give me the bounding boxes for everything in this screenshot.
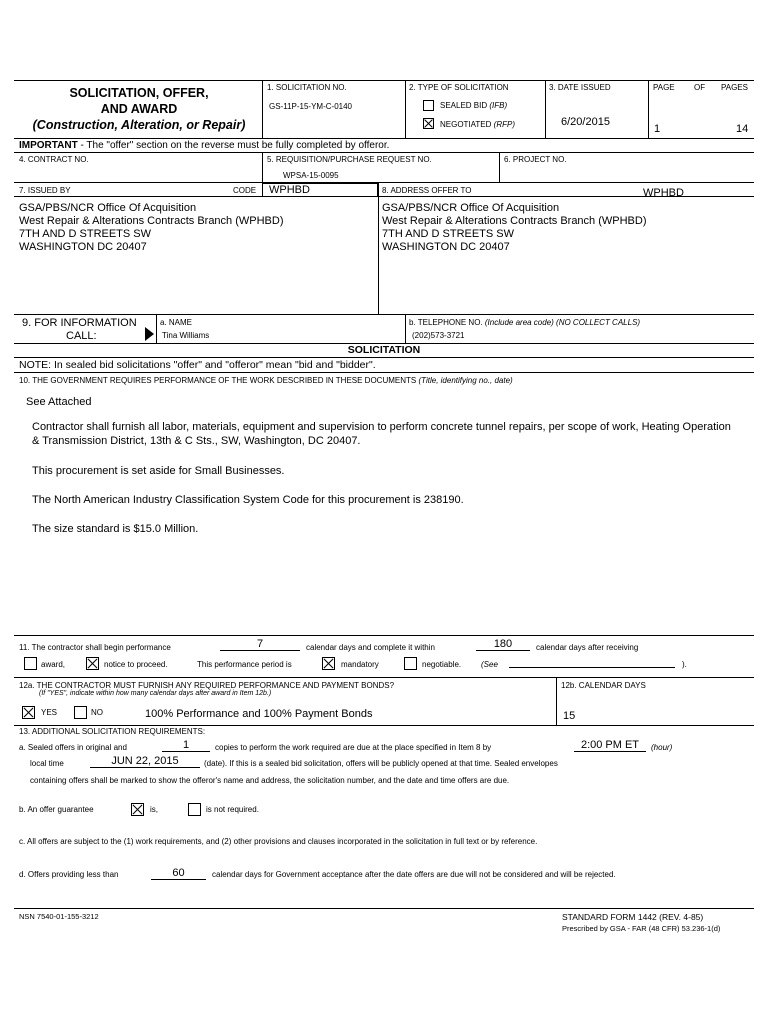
solicitation-type-label: 2. TYPE OF SOLICITATION bbox=[409, 83, 509, 92]
of-label: OF bbox=[694, 83, 706, 92]
pages-label: PAGES bbox=[721, 83, 748, 92]
local-time-label: local time bbox=[30, 759, 64, 768]
nsn-number: NSN 7540-01-155-3212 bbox=[19, 912, 99, 921]
bonds-value[interactable]: 100% Performance and 100% Payment Bonds bbox=[145, 708, 373, 720]
calendar-days-value[interactable]: 15 bbox=[563, 710, 576, 722]
form-title-line3: (Construction, Alteration, or Repair) bbox=[32, 118, 246, 132]
requisition-value[interactable]: WPSA-15-0095 bbox=[283, 171, 339, 180]
arrow-right-icon bbox=[145, 327, 154, 341]
item13d-text1: d. Offers providing less than bbox=[19, 870, 119, 879]
rule-item12-bottom bbox=[14, 725, 754, 726]
see-attached-text: See Attached bbox=[26, 396, 92, 408]
rule-v-9 bbox=[405, 314, 406, 343]
item11-text-a: 11. The contractor shall begin performance bbox=[19, 643, 171, 652]
sealed-bid-note: NOTE: In sealed bid solicitations "offer" and "offeror" mean "bid and "bidder". bbox=[19, 359, 376, 371]
issued-by-line: WASHINGTON DC 20407 bbox=[19, 241, 147, 253]
address-to-line: WASHINGTON DC 20407 bbox=[382, 241, 510, 253]
item11-text-b: calendar days and complete it within bbox=[306, 643, 435, 652]
calendar-days-label: 12b. CALENDAR DAYS bbox=[561, 681, 646, 690]
telephone-value[interactable]: (202)573-3721 bbox=[412, 331, 465, 340]
description-paragraph: Contractor shall furnish all labor, materials, equipment and supervision to perform concrete tunnel repairs, per scope of work, Heating Operation & Transmission District, 13th & C Sts., SW, Washington, DC 20407. bbox=[32, 421, 731, 447]
description-paragraph: The North American Industry Classification System Code for this procurement is 238190. bbox=[32, 494, 464, 506]
acceptance-days-field[interactable]: 60 bbox=[151, 867, 206, 880]
item13d-text2: calendar days for Government acceptance after the date offers are due will not be considered and will be rejected. bbox=[212, 870, 616, 879]
important-notice: IMPORTANT - The "offer" section on the reverse must be fully completed by offeror. bbox=[19, 140, 390, 151]
form-title-line2: AND AWARD bbox=[100, 102, 178, 116]
award-checkbox[interactable] bbox=[24, 657, 37, 670]
rule-header-bottom bbox=[14, 138, 754, 139]
negotiated-label: NEGOTIATED (RFP) bbox=[440, 120, 515, 129]
rule-v-5 bbox=[262, 152, 263, 182]
description-paragraph: The size standard is $15.0 Million. bbox=[32, 523, 199, 535]
contract-no-label: 4. CONTRACT NO. bbox=[19, 155, 89, 164]
item12a-label: 12a. THE CONTRACTOR MUST FURNISH ANY REQUIRED PERFORMANCE AND PAYMENT BONDS? bbox=[19, 681, 395, 690]
rule-v-4 bbox=[648, 80, 649, 138]
item12a-note: (If "YES", indicate within how many calendar days after award in Item 12b.) bbox=[39, 690, 272, 697]
telephone-label: b. TELEPHONE NO. (Include area code) (NO COLLECT CALLS) bbox=[409, 318, 641, 327]
bonds-no-label: NO bbox=[91, 708, 103, 717]
rule-footer bbox=[14, 908, 754, 909]
rule-row7-bottom bbox=[14, 314, 754, 315]
copies-field[interactable]: 1 bbox=[162, 739, 210, 752]
item13c-text: c. All offers are subject to the (1) work requirements, and (2) other provisions and clauses incorporated in the solicitation in full text or by reference. bbox=[19, 837, 538, 846]
rule-v-3 bbox=[545, 80, 546, 138]
info-call-label-line1: 9. FOR INFORMATION bbox=[22, 317, 137, 329]
notice-to-proceed-label: notice to proceed. bbox=[104, 660, 168, 669]
contact-name-value[interactable]: Tina Williams bbox=[162, 331, 210, 340]
address-to-line: GSA/PBS/NCR Office Of Acquisition bbox=[382, 202, 560, 214]
due-date-field[interactable]: JUN 22, 2015 bbox=[90, 755, 200, 768]
prescribed-by: Prescribed by GSA - FAR (48 CFR) 53.236-1(d) bbox=[562, 924, 721, 933]
guarantee-is-checkbox[interactable] bbox=[131, 803, 144, 816]
issued-by-line: West Repair & Alterations Contracts Branch (WPHBD) bbox=[19, 215, 284, 227]
item13-label: 13. ADDITIONAL SOLICITATION REQUIREMENTS: bbox=[19, 727, 206, 736]
negotiated-checkbox[interactable] bbox=[423, 118, 434, 129]
form-title-line1: SOLICITATION, OFFER, bbox=[69, 86, 209, 100]
rule-important-bottom bbox=[14, 152, 754, 153]
bonds-yes-checkbox[interactable] bbox=[22, 706, 35, 719]
date-issued-value[interactable]: 6/20/2015 bbox=[561, 116, 610, 128]
contact-name-label: a. NAME bbox=[160, 318, 193, 327]
sealed-bid-label: SEALED BID (IFB) bbox=[440, 101, 508, 110]
standard-form-number: STANDARD FORM 1442 (REV. 4-85) bbox=[562, 912, 704, 922]
rule-row4-bottom bbox=[14, 182, 754, 183]
address-to-line: 7TH AND D STREETS SW bbox=[382, 228, 515, 240]
item13a-text4: containing offers shall be marked to show the offeror's name and address, the solicitation number, and the date and time offers are due. bbox=[30, 776, 510, 785]
description-paragraph: This procurement is set aside for Small Businesses. bbox=[32, 465, 285, 477]
issued-by-line: 7TH AND D STREETS SW bbox=[19, 228, 152, 240]
requisition-label: 5. REQUISITION/PURCHASE REQUEST NO. bbox=[267, 155, 432, 164]
address-offer-code[interactable]: WPHBD bbox=[643, 187, 684, 199]
rule-v-7 bbox=[378, 182, 379, 314]
page-label: PAGE bbox=[653, 83, 675, 92]
page-value: 1 bbox=[654, 123, 661, 135]
negotiable-label: negotiable. bbox=[422, 660, 462, 669]
guarantee-is-label: is, bbox=[150, 805, 158, 814]
section-title-solicitation: SOLICITATION bbox=[347, 344, 421, 356]
mandatory-label: mandatory bbox=[341, 660, 379, 669]
notice-to-proceed-checkbox[interactable] bbox=[86, 657, 99, 670]
bonds-yes-label: YES bbox=[41, 708, 58, 717]
solicitation-no-label: 1. SOLICITATION NO. bbox=[267, 83, 347, 92]
hour-label: (hour) bbox=[651, 743, 673, 752]
address-to-line: West Repair & Alterations Contracts Branch (WPHBD) bbox=[382, 215, 647, 227]
guarantee-not-label: is not required. bbox=[206, 805, 259, 814]
bonds-no-checkbox[interactable] bbox=[74, 706, 87, 719]
see-close-text: ). bbox=[682, 660, 687, 669]
see-text: (See bbox=[481, 660, 498, 669]
rule-item10-bottom bbox=[14, 635, 754, 636]
date-issued-label: 3. DATE ISSUED bbox=[549, 83, 611, 92]
mandatory-checkbox[interactable] bbox=[322, 657, 335, 670]
award-label: award, bbox=[41, 660, 66, 669]
item11-text-c: calendar days after receiving bbox=[536, 643, 639, 652]
solicitation-no-value[interactable]: GS-11P-15-YM-C-0140 bbox=[269, 102, 352, 111]
info-call-label-line2: CALL: bbox=[66, 330, 97, 342]
item10-label: 10. THE GOVERNMENT REQUIRES PERFORMANCE OF THE WORK DESCRIBED IN THESE DOCUMENTS (Title, identifying no., date) bbox=[19, 376, 513, 385]
performance-period-text: This performance period is bbox=[197, 660, 292, 669]
issued-by-code-value[interactable]: WPHBD bbox=[269, 184, 310, 196]
sealed-bid-checkbox[interactable] bbox=[423, 100, 434, 111]
due-time-field[interactable]: 2:00 PM ET bbox=[574, 739, 646, 752]
negotiable-checkbox[interactable] bbox=[404, 657, 417, 670]
rule-v-6 bbox=[499, 152, 500, 182]
item13b-text: b. An offer guarantee bbox=[19, 805, 94, 814]
begin-days-field[interactable]: 7 bbox=[220, 638, 300, 651]
issued-by-line: GSA/PBS/NCR Office Of Acquisition bbox=[19, 202, 197, 214]
rule-v-2 bbox=[405, 80, 406, 138]
address-offer-label: 8. ADDRESS OFFER TO bbox=[382, 186, 472, 195]
rule-item11-bottom bbox=[14, 677, 754, 678]
rule-v-8 bbox=[156, 314, 157, 343]
see-reference-field[interactable] bbox=[509, 657, 675, 668]
item13a-text1: a. Sealed offers in original and bbox=[19, 743, 127, 752]
item13a-text3: (date). If this is a sealed bid solicitation, offers will be publicly opened at that time. Sealed envelopes bbox=[204, 759, 558, 768]
issued-by-label: 7. ISSUED BY bbox=[19, 186, 71, 195]
rule-note-bottom bbox=[14, 372, 754, 373]
rule-v-10 bbox=[556, 677, 557, 725]
pages-value: 14 bbox=[736, 123, 749, 135]
guarantee-not-checkbox[interactable] bbox=[188, 803, 201, 816]
rule-solicitation-bottom bbox=[14, 357, 754, 358]
project-no-label: 6. PROJECT NO. bbox=[504, 155, 567, 164]
item13a-text2: copies to perform the work required are due at the place specified in Item 8 by bbox=[215, 743, 492, 752]
rule-top bbox=[14, 80, 754, 81]
complete-days-field[interactable]: 180 bbox=[476, 638, 530, 651]
issued-by-code-label: CODE bbox=[233, 186, 257, 195]
